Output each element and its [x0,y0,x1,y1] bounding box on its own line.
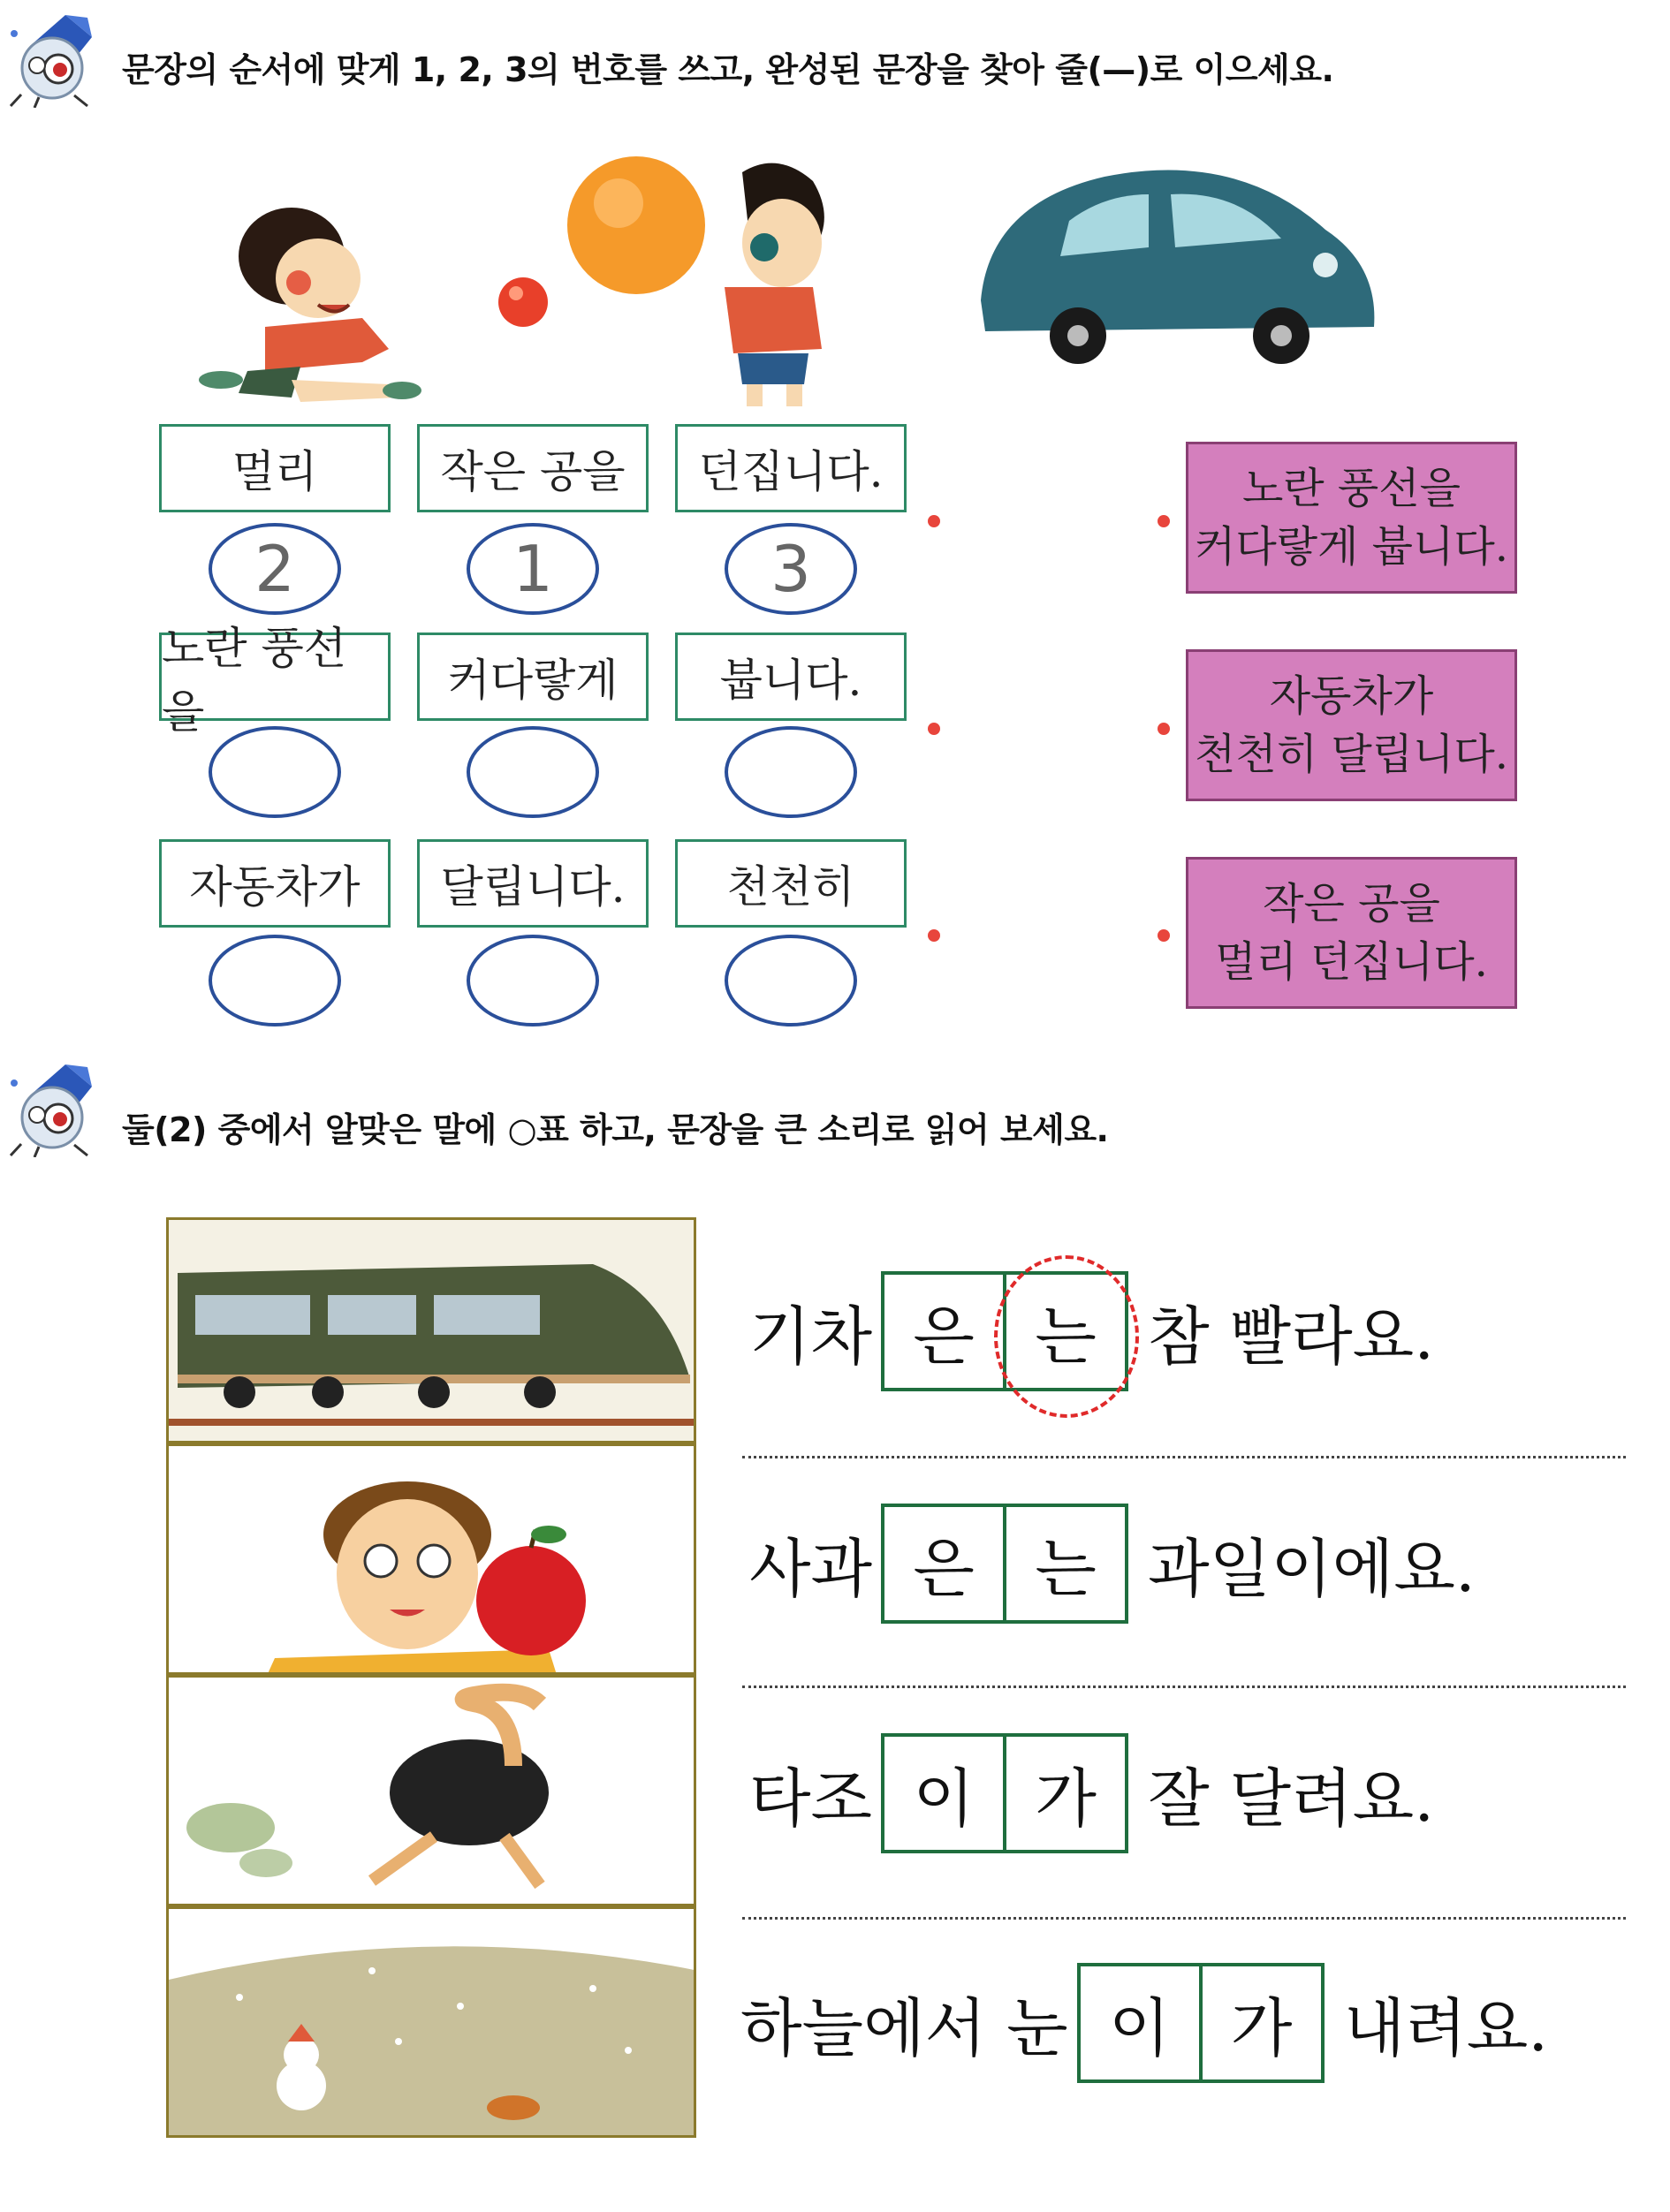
running-girl-illustration [186,194,424,406]
choice-option[interactable]: 은 [913,1299,975,1374]
sentence-before: 하늘에서 눈 [740,1991,1068,2065]
blue-car-illustration [972,150,1387,380]
sentence-before: 타조 [749,1761,873,1836]
sentence-line: 자동차가 [1269,671,1434,721]
word-box: 붑니다. [675,633,907,721]
completed-sentence-box[interactable] [1186,442,1517,594]
connect-dot-right[interactable] [1158,929,1170,942]
choice-box [881,1733,1128,1853]
connect-dot-right[interactable] [1158,515,1170,527]
sentence-line: 노란 풍선을 [1241,464,1461,513]
choice-option[interactable]: 이 [913,1761,975,1836]
choice-box [1077,1963,1325,2083]
sentence-after: 과일이에요. [1148,1532,1476,1606]
word-box: 멀리 [159,424,391,512]
order-number-oval[interactable]: 3 [725,523,857,615]
train-picture [166,1217,696,1443]
dotted-divider [742,1686,1626,1688]
word-box: 커다랗게 [417,633,649,721]
connect-dot-left[interactable] [928,929,940,942]
choice-option[interactable]: 은 [913,1532,975,1606]
ostrich-picture [166,1675,696,1906]
choice-box [881,1504,1128,1624]
sentence-line: 커다랗게 붑니다. [1194,522,1509,572]
sentence-line: 작은 공을 [1263,879,1440,928]
sentence-line: 멀리 던집니다. [1215,937,1488,987]
choice-option[interactable]: 이 [1108,1991,1171,2065]
choice-box [881,1271,1128,1391]
completed-sentence-box[interactable] [1186,649,1517,801]
sentence-row [749,1502,1476,1625]
sentence-after: 잘 달려요. [1148,1761,1435,1836]
word-box: 천천히 [675,839,907,928]
choice-option[interactable]: 가 [1003,1737,1125,1850]
order-number-oval[interactable] [725,726,857,818]
sentence-before: 기차 [749,1299,873,1374]
word-box: 노란 풍선을 [159,633,391,721]
sentence-row [749,1269,1434,1393]
instruction-1: 문장의 순서에 맞게 1, 2, 3의 번호를 쓰고, 완성된 문장을 찾아 줄(—)로 이으세요. [122,50,1334,89]
order-number-oval[interactable] [467,726,599,818]
order-number-oval[interactable] [467,935,599,1026]
connect-dot-left[interactable] [928,723,940,735]
order-number-oval[interactable]: 1 [467,523,599,615]
boy-blowing-balloon-illustration [548,155,866,411]
mascot-icon [4,1060,110,1157]
sentence-before: 사과 [749,1532,873,1606]
word-box: 달립니다. [417,839,649,928]
choice-option-circled[interactable]: 는 [1003,1275,1125,1388]
word-box: 던집니다. [675,424,907,512]
connect-dot-right[interactable] [1158,723,1170,735]
small-red-ball [495,274,551,330]
girl-with-apple-picture [166,1443,696,1675]
order-number-oval[interactable] [209,935,341,1026]
completed-sentence-box[interactable] [1186,857,1517,1009]
word-box: 작은 공을 [417,424,649,512]
choice-option[interactable]: 가 [1199,1966,1321,2079]
sentence-row [740,1961,1548,2085]
word-box: 자동차가 [159,839,391,928]
sentence-row [749,1731,1434,1855]
sentence-line: 천천히 달립니다. [1194,730,1509,779]
instruction-2: 둘(2) 중에서 알맞은 말에 ○표 하고, 문장을 큰 소리로 읽어 보세요. [122,1110,1109,1149]
choice-option[interactable]: 는 [1003,1507,1125,1620]
dotted-divider [742,1917,1626,1920]
snowy-field-picture [166,1906,696,2138]
mascot-icon [4,11,110,108]
order-number-oval[interactable] [725,935,857,1026]
sentence-after: 참 빨라요. [1148,1299,1435,1374]
dotted-divider [742,1456,1626,1458]
connect-dot-left[interactable] [928,515,940,527]
order-number-oval[interactable] [209,726,341,818]
sentence-after: 내려요. [1343,1991,1549,2065]
order-number-oval[interactable]: 2 [209,523,341,615]
